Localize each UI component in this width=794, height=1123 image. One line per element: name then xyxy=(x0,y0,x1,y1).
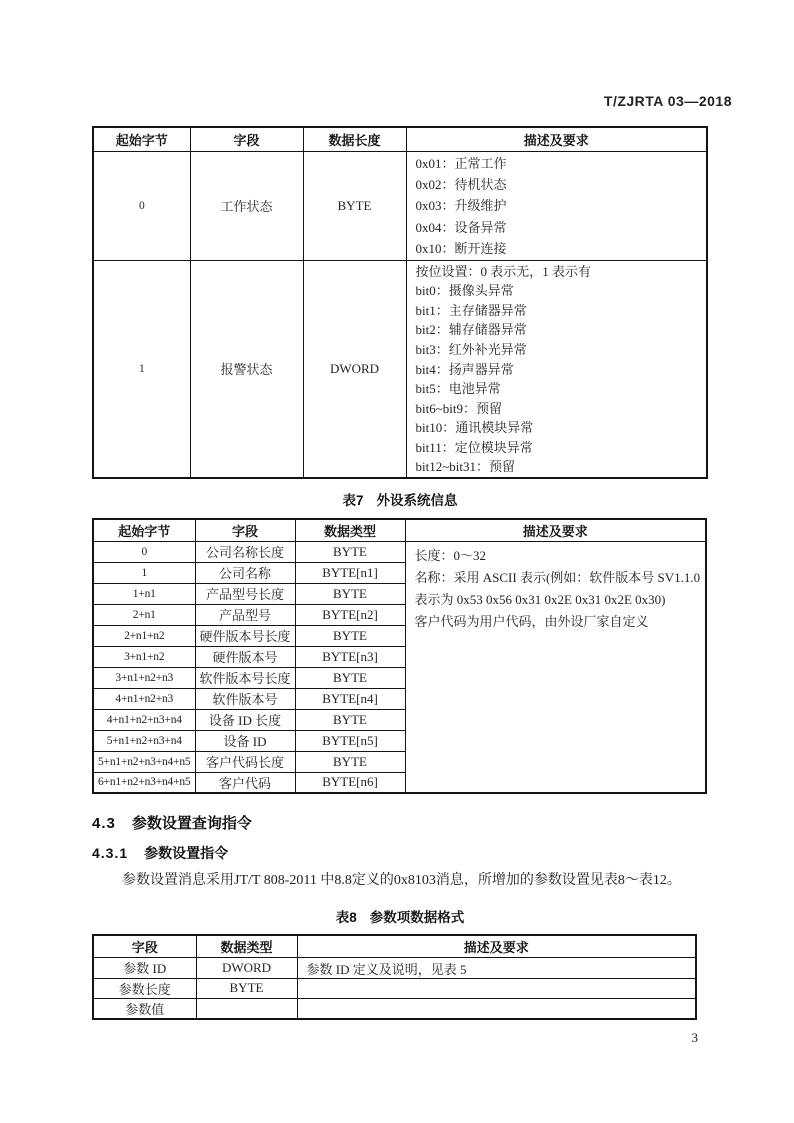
cell-field: 硬件版本号长度 xyxy=(195,625,295,646)
description-line: 0x01：正常工作 xyxy=(415,155,507,171)
column-header: 起始字节 xyxy=(93,127,190,151)
table-row xyxy=(93,978,696,998)
caption-title: 外设系统信息 xyxy=(376,493,458,508)
page-header xyxy=(92,93,732,109)
cell-description xyxy=(297,998,696,1019)
description-line: bit3：红外补光异常 xyxy=(415,341,527,357)
work-status-table xyxy=(92,126,708,479)
cell-field: 公司名称长度 xyxy=(195,541,295,562)
cell-field: 参数 ID xyxy=(93,957,196,978)
caption-label: 表8 xyxy=(335,910,357,925)
cell-field: 设备 ID 长度 xyxy=(195,709,295,730)
caption-label: 表7 xyxy=(342,493,364,508)
column-header: 数据类型 xyxy=(295,519,405,541)
cell-description xyxy=(406,260,707,478)
cell-data-type: BYTE xyxy=(295,751,405,772)
table-row xyxy=(93,541,706,562)
cell-data-type: BYTE[n5] xyxy=(295,730,405,751)
description-line: 0x04：设备异常 xyxy=(415,219,507,235)
table-header-row xyxy=(93,519,706,541)
cell-data-type: BYTE xyxy=(295,667,405,688)
cell-start-byte: 5+n1+n2+n3+n4+n5 xyxy=(93,751,195,772)
table-row xyxy=(93,151,707,260)
cell-start-byte: 2+n1 xyxy=(93,604,195,625)
cell-start-byte: 3+n1+n2+n3 xyxy=(93,667,195,688)
table7-caption xyxy=(92,489,708,509)
description-line: bit6~bit9：预留 xyxy=(415,400,502,416)
cell-data-type: BYTE[n1] xyxy=(295,562,405,583)
table-header-row xyxy=(93,935,696,957)
column-header: 数据类型 xyxy=(196,935,297,957)
cell-start-byte: 1+n1 xyxy=(93,583,195,604)
body-paragraph: 参数设置消息采用JT/T 808-2011 中8.8定义的0x8103消息，所增加的参数设置见表8～表12。 xyxy=(122,873,681,888)
cell-field: 设备 ID xyxy=(195,730,295,751)
description-line: bit1：主存储器异常 xyxy=(415,302,527,318)
cell-field: 软件版本号 xyxy=(195,688,295,709)
cell-start-byte: 6+n1+n2+n3+n4+n5 xyxy=(93,772,195,793)
section-heading-4-3-1 xyxy=(92,843,228,863)
section-title: 参数设置查询指令 xyxy=(131,815,252,832)
section-number: 4.3.1 xyxy=(92,845,129,861)
cell-start-byte: 1 xyxy=(93,562,195,583)
cell-data-type: BYTE[n3] xyxy=(295,646,405,667)
cell-start-byte: 4+n1+n2+n3+n4 xyxy=(93,709,195,730)
cell-field: 工作状态 xyxy=(190,151,303,260)
page-number: 3 xyxy=(691,1030,698,1045)
description-line: 名称：采用 ASCII 表示(例如：软件版本号 SV1.1.0 xyxy=(414,569,701,585)
section-title: 参数设置指令 xyxy=(144,845,229,861)
cell-field: 产品型号 xyxy=(195,604,295,625)
cell-start-byte: 1 xyxy=(93,260,190,478)
section-number: 4.3 xyxy=(92,815,116,832)
column-header: 字段 xyxy=(195,519,295,541)
column-header: 描述及要求 xyxy=(406,127,707,151)
cell-field: 参数长度 xyxy=(93,978,196,998)
cell-description xyxy=(406,151,707,260)
column-header: 描述及要求 xyxy=(297,935,696,957)
cell-data-type xyxy=(196,998,297,1019)
description-line: bit0：摄像头异常 xyxy=(415,283,514,299)
cell-data-type: DWORD xyxy=(196,957,297,978)
cell-data-type: BYTE xyxy=(295,583,405,604)
column-header: 起始字节 xyxy=(93,519,195,541)
cell-data-type: BYTE xyxy=(295,709,405,730)
description-line: bit10：通讯模块异常 xyxy=(415,420,534,436)
description-line: 0x02：待机状态 xyxy=(415,176,507,192)
column-header: 数据长度 xyxy=(303,127,406,151)
table8-caption xyxy=(92,906,708,926)
table-row xyxy=(93,260,707,478)
cell-data-type: BYTE[n2] xyxy=(295,604,405,625)
cell-start-byte: 2+n1+n2 xyxy=(93,625,195,646)
cell-data-type: BYTE xyxy=(295,625,405,646)
table-row xyxy=(93,957,696,978)
cell-field: 参数值 xyxy=(93,998,196,1019)
cell-data-type: BYTE[n6] xyxy=(295,772,405,793)
description-line: 0x03：升级维护 xyxy=(415,198,507,214)
cell-data-type: BYTE xyxy=(196,978,297,998)
description-line: bit11：定位模块异常 xyxy=(415,439,533,455)
cell-field: 报警状态 xyxy=(190,260,303,478)
caption-title: 参数项数据格式 xyxy=(369,910,465,925)
description-line: bit4：扬声器异常 xyxy=(415,361,514,377)
cell-start-byte: 5+n1+n2+n3+n4 xyxy=(93,730,195,751)
column-header: 字段 xyxy=(190,127,303,151)
cell-description xyxy=(297,978,696,998)
cell-data-length: BYTE xyxy=(303,151,406,260)
description-line: bit2：辅存储器异常 xyxy=(415,322,527,338)
description-line: bit12~bit31：预留 xyxy=(415,459,515,475)
cell-field: 软件版本号长度 xyxy=(195,667,295,688)
table-row xyxy=(93,998,696,1019)
cell-description xyxy=(405,541,706,793)
cell-data-type: BYTE xyxy=(295,541,405,562)
cell-field: 客户代码长度 xyxy=(195,751,295,772)
cell-start-byte: 0 xyxy=(93,541,195,562)
cell-data-length: DWORD xyxy=(303,260,406,478)
doc-number: T/ZJRTA 03—2018 xyxy=(603,93,732,109)
section-heading-4-3 xyxy=(92,812,252,833)
column-header: 描述及要求 xyxy=(405,519,706,541)
description-line: 长度：0～32 xyxy=(414,547,487,563)
cell-field: 客户代码 xyxy=(195,772,295,793)
description-line: 表示为 0x53 0x56 0x31 0x2E 0x31 0x2E 0x30) xyxy=(414,592,666,608)
cell-description: 参数 ID 定义及说明，见表 5 xyxy=(297,957,696,978)
cell-field: 硬件版本号 xyxy=(195,646,295,667)
cell-start-byte: 0 xyxy=(93,151,190,260)
description-line: 客户代码为用户代码，由外设厂家自定义 xyxy=(414,614,649,630)
peripheral-info-table xyxy=(92,518,707,794)
cell-field: 公司名称 xyxy=(195,562,295,583)
cell-start-byte: 3+n1+n2 xyxy=(93,646,195,667)
description-line: 0x10：断开连接 xyxy=(415,241,507,257)
param-item-table xyxy=(92,934,697,1020)
cell-start-byte: 4+n1+n2+n3 xyxy=(93,688,195,709)
table-header-row xyxy=(93,127,707,151)
column-header: 字段 xyxy=(93,935,196,957)
description-line: 按位设置：0 表示无，1 表示有 xyxy=(415,263,592,279)
cell-field: 产品型号长度 xyxy=(195,583,295,604)
description-line: bit5：电池异常 xyxy=(415,381,501,397)
cell-data-type: BYTE[n4] xyxy=(295,688,405,709)
